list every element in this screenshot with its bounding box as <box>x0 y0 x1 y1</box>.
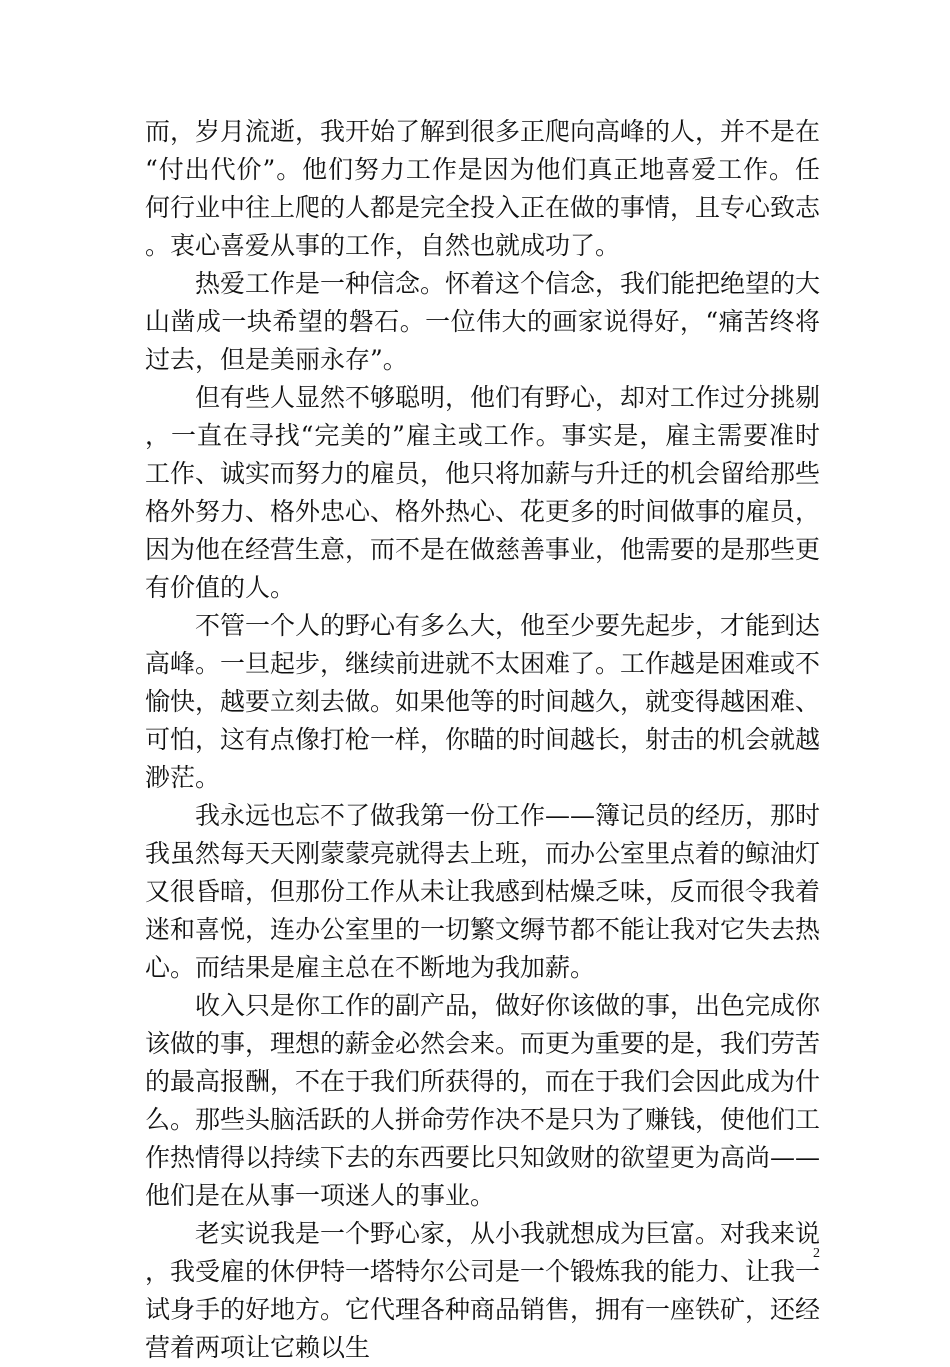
body-text <box>145 113 820 1367</box>
paragraph: 不管一个人的野心有多么大，他至少要先起步，才能到达高峰。一旦起步，继续前进就不太困难了。工作越是困难或不愉快，越要立刻去做。如果他等的时间越久，就变得越困难、可怕，这有点像打枪一样，你瞄的时间越长，射击的机会就越渺茫。 <box>145 611 821 792</box>
paragraph: 但有些人显然不够聪明，他们有野心，却对工作过分挑剔，一直在寻找“完美的”雇主或工作。事实是，雇主需要准时工作、诚实而努力的雇员，他只将加薪与升迁的机会留给那些格外努力、格外忠心、格外热心、花更多的时间做事的雇员，因为他在经营生意，而不是在做慈善事业，他需要的是那些更有价值的人。 <box>145 383 821 602</box>
paragraph-continuation: 而，岁月流逝，我开始了解到很多正爬向高峰的人，并不是在“付出代价”。他们努力工作是因为他们真正地喜爱工作。任何行业中往上爬的人都是完全投入正在做的事情，且专心致志。衷心喜爱从事的工作，自然也就成功了。 <box>145 117 821 260</box>
paragraph: 热爱工作是一种信念。怀着这个信念，我们能把绝望的大山凿成一块希望的磐石。一位伟大的画家说得好，“痛苦终将过去，但是美丽永存”。 <box>145 269 821 374</box>
page-number: 2 <box>813 1246 820 1261</box>
paragraph: 老实说我是一个野心家，从小我就想成为巨富。对我来说，我受雇的休伊特一塔特尔公司是一个锻炼我的能力、让我一试身手的好地方。它代理各种商品销售，拥有一座铁矿，还经营着两项让它赖以生 <box>145 1219 821 1362</box>
paragraph: 我永远也忘不了做我第一份工作——簿记员的经历，那时我虽然每天天刚蒙蒙亮就得去上班，而办公室里点着的鲸油灯又很昏暗，但那份工作从未让我感到枯燥乏味，反而很令我着迷和喜悦，连办公室里的一切繁文缛节都不能让我对它失去热心。而结果是雇主总在不断地为我加薪。 <box>145 801 821 982</box>
paragraph: 收入只是你工作的副产品，做好你该做的事，出色完成你该做的事，理想的薪金必然会来。而更为重要的是，我们劳苦的最高报酬，不在于我们所获得的，而在于我们会因此成为什么。那些头脑活跃的人拼命劳作决不是只为了赚钱，使他们工作热情得以持续下去的东西要比只知敛财的欲望更为高尚——他们是在从事一项迷人的事业。 <box>145 991 821 1210</box>
